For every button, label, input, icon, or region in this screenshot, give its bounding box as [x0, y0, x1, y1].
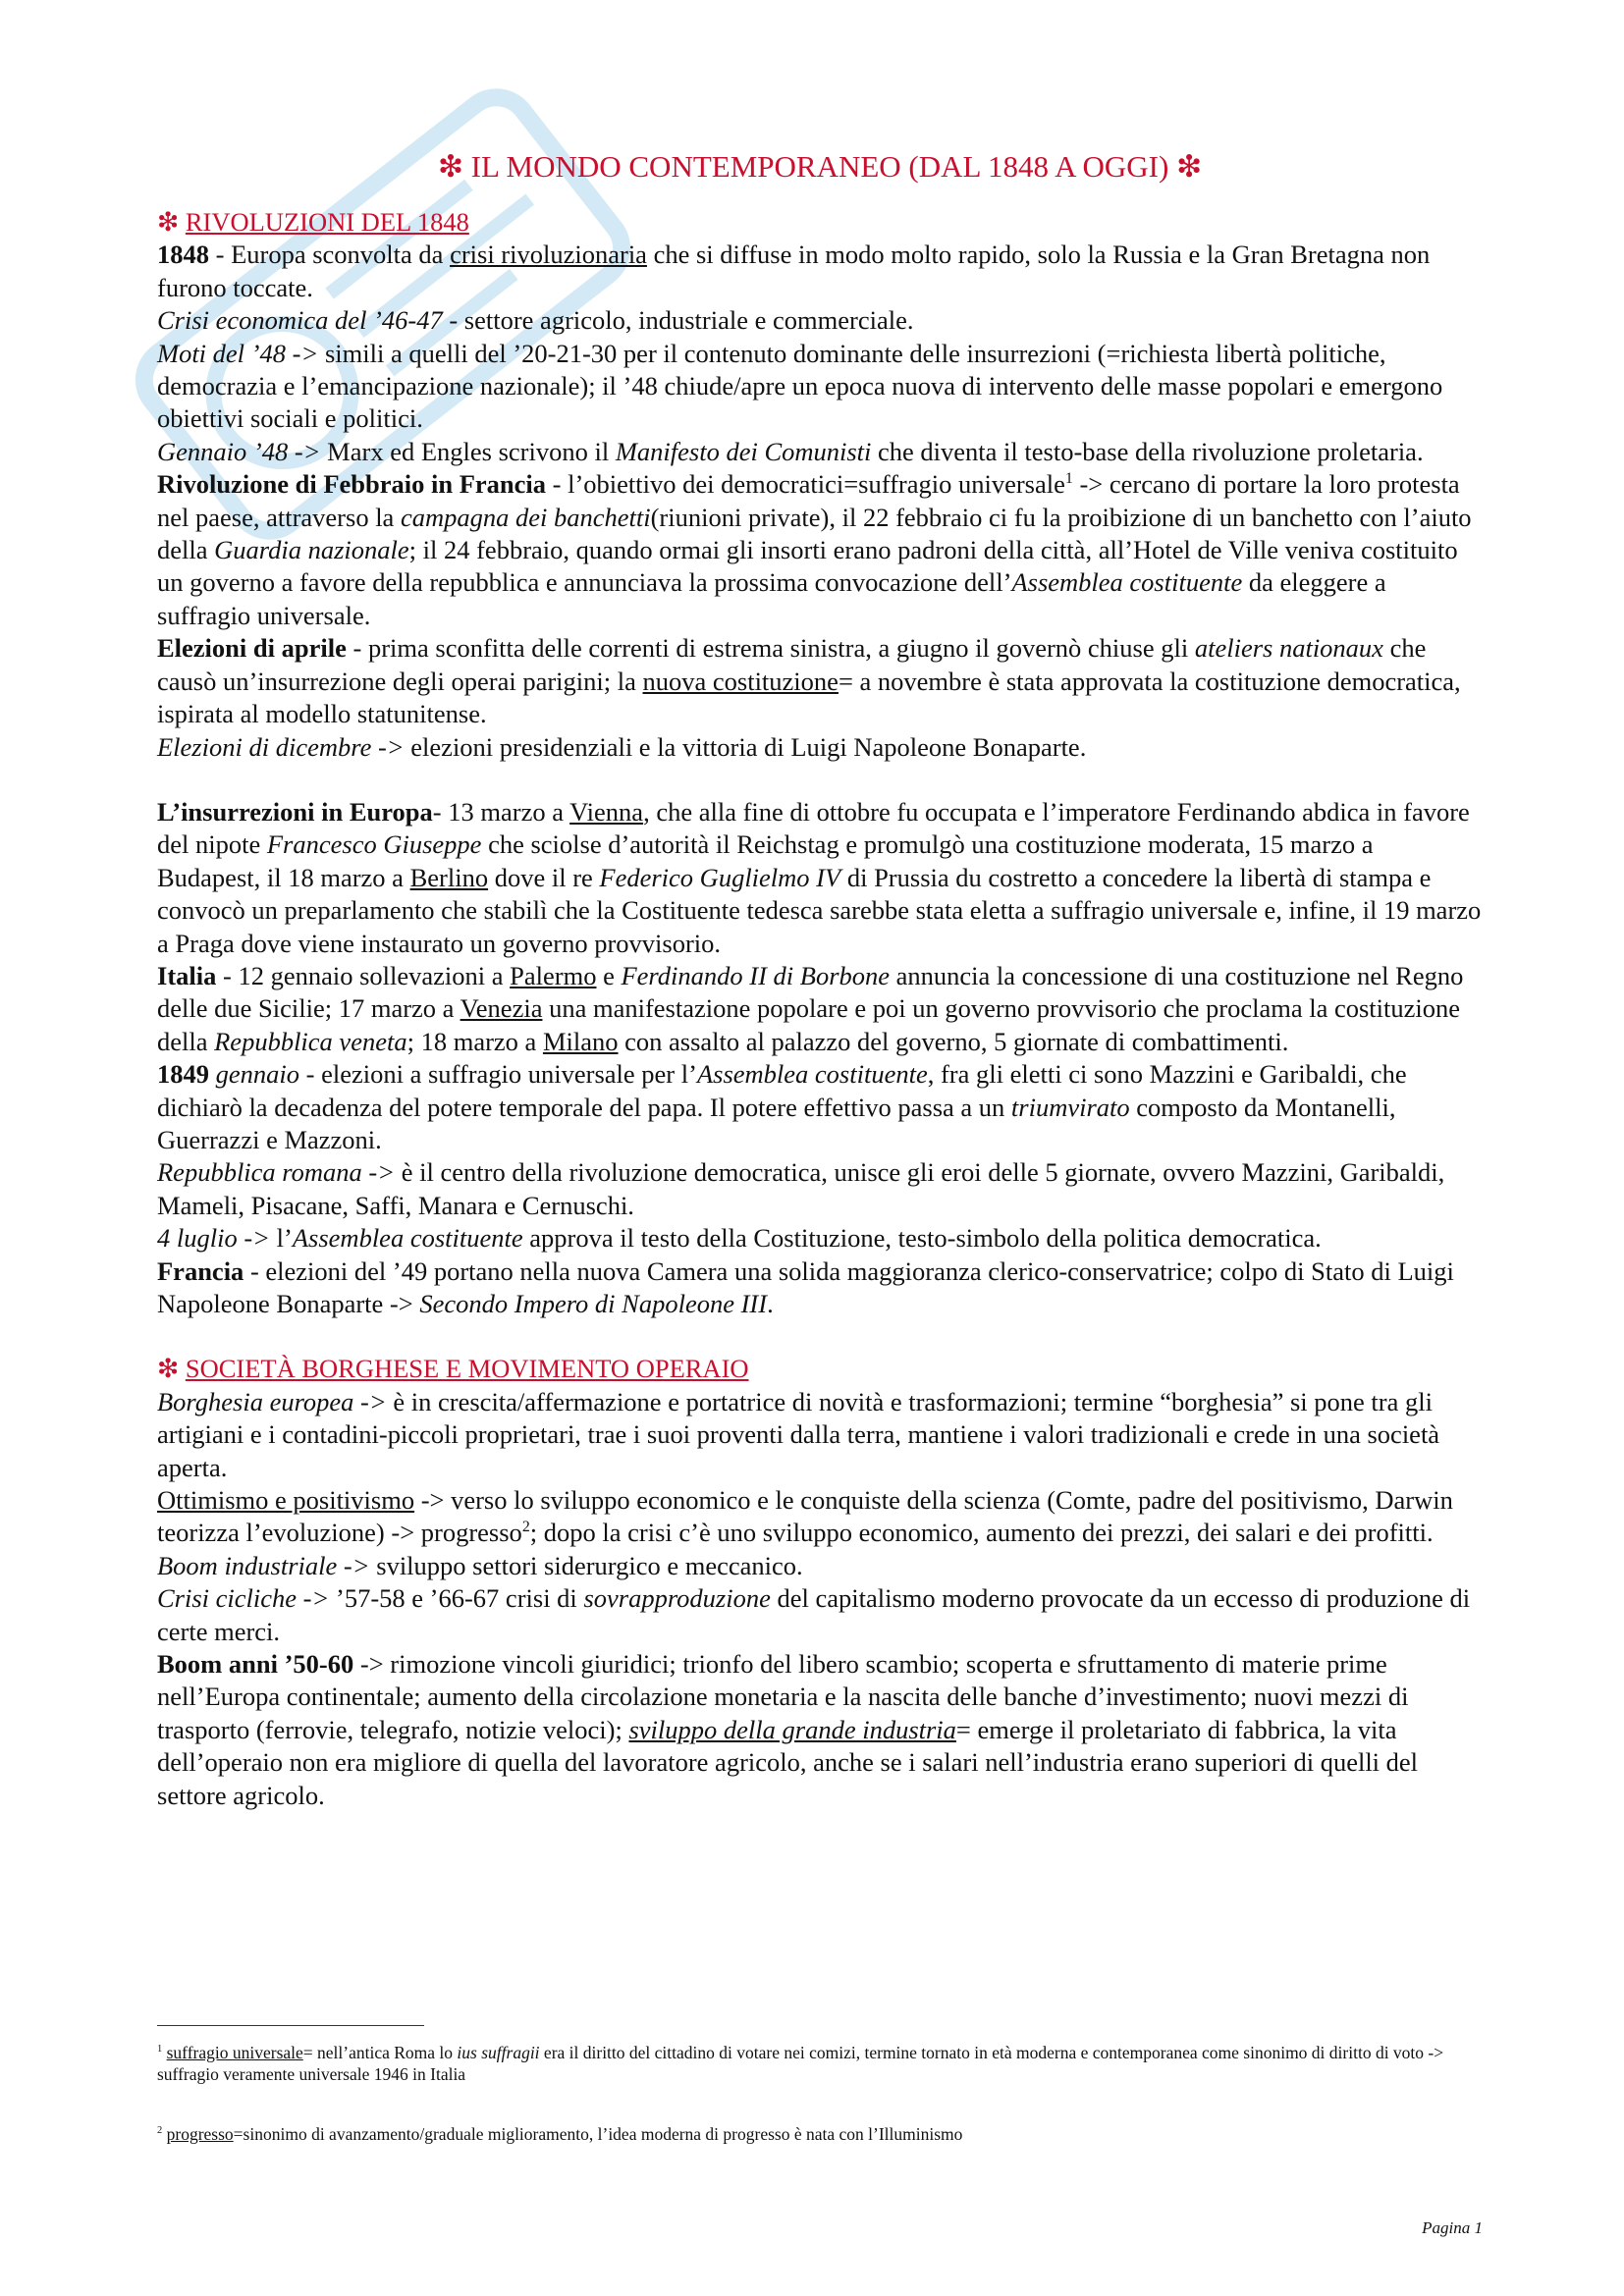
paragraph: Moti del ’48 -> simili a quelli del ’20-21-30 per il contenuto dominante delle insurrezioni (=richiesta libertà politiche, democrazia e l’emancipazione nazionale); il ’48 chiude/apre un epoca nuova di intervento delle masse popolari e emergono obiettivi sociali e politici.	[157, 338, 1443, 434]
paragraph: Francia - elezioni del ’49 portano nella nuova Camera una solida maggioranza clerico-conservatrice; colpo di Stato di Luigi Napoleone Bonaparte -> Secondo Impero di Napoleone III.	[157, 1255, 1454, 1318]
section-societa-borghese	[157, 1353, 1483, 1812]
paragraph: 1848 - Europa sconvolta da crisi rivoluzionaria che si diffuse in modo molto rapido, solo la Russia e la Gran Bretagna non furono toccate.	[157, 240, 1431, 302]
paragraph: Italia - 12 gennaio sollevazioni a Palermo e Ferdinando II di Borbone annuncia la concessione di una costituzione nel Regno delle due Sicilie; 17 marzo a Venezia una manifestazione popolare e poi un governo provvisorio che proclama la costituzione della Repubblica veneta; 18 marzo a Milano con assalto al palazzo del governo, 5 giornate di combattimenti.	[157, 960, 1464, 1056]
section-heading: ❇ RIVOLUZIONI DEL 1848	[157, 207, 469, 237]
paragraph: Repubblica romana -> è il centro della rivoluzione democratica, unisce gli eroi delle 5 giornate, ovvero Mazzini, Garibaldi, Mameli, Pisacane, Saffi, Manara e Cernuschi.	[157, 1157, 1445, 1220]
paragraph: Ottimismo e positivismo -> verso lo sviluppo economico e le conquiste della scienza (Comte, padre del positivismo, Darwin teorizza l’evoluzione) -> progresso$^2$; dopo la crisi c’è uno sviluppo economico, aumento dei prezzi, dei salari e dei profitti.	[157, 1485, 1453, 1548]
paragraph: Crisi economica del ’46-47 - settore agricolo, industriale e commerciale.	[157, 305, 914, 336]
page-number: Pagina 1	[1422, 2218, 1483, 2237]
footnote-1: $^1$ suffragio universale= nell’antica Roma lo ius suffragii era il diritto del cittadino di votare nei comizi, termine tornato in età moderna e contemporanea come sinonimo di diritto di voto -> suffragio veramente universale 1946 in Italia	[157, 2043, 1444, 2084]
paragraph: Borghesia europea -> è in crescita/affermazione e portatrice di novità e trasformazioni; termine “borghesia” si pone tra gli artigiani e i contadini-piccoli proprietari, trae i suoi proventi dalla terra, mantiene i valori tradizionali e crede in una società aperta.	[157, 1386, 1440, 1482]
paragraph: 1849 gennaio - elezioni a suffragio universale per l’Assemblea costituente, fra gli eletti ci sono Mazzini e Garibaldi, che dichiarò la decadenza del potere temporale del papa. Il potere effettivo passa a un triumvirato composto da Montanelli, Guerrazzi e Mazzoni.	[157, 1059, 1407, 1154]
paragraph: Rivoluzione di Febbraio in Francia - l’obiettivo dei democratici=suffragio universale$^1$ -> cercano di portare la loro protesta nel paese, attraverso la campagna dei banchetti(riunioni private), il 22 febbraio ci fu la proibizione di un banchetto con l’aiuto della Guardia nazionale; il 24 febbraio, quando ormai gli insorti erano padroni della città, all’Hotel de Ville veniva costituito un governo a favore della repubblica e annunciava la prossima convocazione dell’Assemblea costituente da eleggere a suffragio universale.	[157, 469, 1472, 630]
page-title: ❇ IL MONDO CONTEMPORANEO (DAL 1848 A OGGI) ❇	[437, 149, 1203, 184]
paragraph: Boom anni ’50-60 -> rimozione vincoli giuridici; trionfo del libero scambio; scoperta e sfruttamento di materie prime nell’Europa continentale; aumento della circolazione monetaria e la nascita delle banche d’investimento; nuovi mezzi di trasporto (ferrovie, telegrafo, notizie veloci); sviluppo della grande industria= emerge il proletariato di fabbrica, la vita dell’operaio non era migliore di quella del lavoratore agricolo, anche se i salari nell’industria erano superiori di quelli del settore agricolo.	[157, 1649, 1419, 1810]
footnote-ref: 1	[1064, 470, 1073, 488]
paragraph: Elezioni di dicembre -> elezioni presidenziali e la vittoria di Luigi Napoleone Bonaparte.	[157, 731, 1087, 762]
paragraph: 4 luglio -> l’Assemblea costituente approva il testo della Costituzione, testo-simbolo della politica democratica.	[157, 1223, 1322, 1254]
paragraph: Gennaio ’48 -> Marx ed Engles scrivono il Manifesto dei Comunisti che diventa il testo-base della rivoluzione proletaria.	[157, 436, 1424, 466]
paragraph: Elezioni di aprile - prima sconfitta delle correnti di estrema sinistra, a giugno il governò chiuse gli ateliers nationaux che causò un’insurrezione degli operai parigini; la nuova costituzione= a novembre è stata approvata la costituzione democratica, ispirata al modello statunitense.	[157, 633, 1461, 729]
asterisk-icon: ❇	[157, 207, 186, 237]
page-content	[157, 147, 1483, 1812]
section-rivoluzioni	[157, 206, 1483, 1320]
section-heading: ❇ SOCIETÀ BORGHESE E MOVIMENTO OPERAIO	[157, 1354, 749, 1384]
paragraph: Boom industriale -> sviluppo settori siderurgico e meccanico.	[157, 1550, 803, 1580]
footnote-2: $^2$ progresso=sinonimo di avanzamento/graduale miglioramento, l’idea moderna di progresso è nata con l’Illuminismo	[157, 2124, 963, 2144]
paragraph: Crisi cicliche -> ’57-58 e ’66-67 crisi di sovrapproduzione del capitalismo moderno provocate da un eccesso di produzione di certe merci.	[157, 1583, 1471, 1646]
paragraph: L’insurrezioni in Europa- 13 marzo a Vienna, che alla fine di ottobre fu occupata e l’imperatore Ferdinando abdica in favore del nipote Francesco Giuseppe che sciolse d’autorità il Reichstag e promulgò una costituzione moderata, 15 marzo a Budapest, il 18 marzo a Berlino dove il re Federico Guglielmo IV di Prussia du costretto a concedere la libertà di stampa e convocò un preparlamento che stabilì che la Costituente tedesca sarebbe stata eletta a suffragio universale e, infine, il 19 marzo a Praga dove viene instaurato un governo provvisorio.	[157, 796, 1482, 958]
footnote-ref: 2	[521, 1519, 530, 1536]
asterisk-icon: ❇	[157, 1354, 186, 1384]
footnote-separator	[157, 2025, 424, 2026]
